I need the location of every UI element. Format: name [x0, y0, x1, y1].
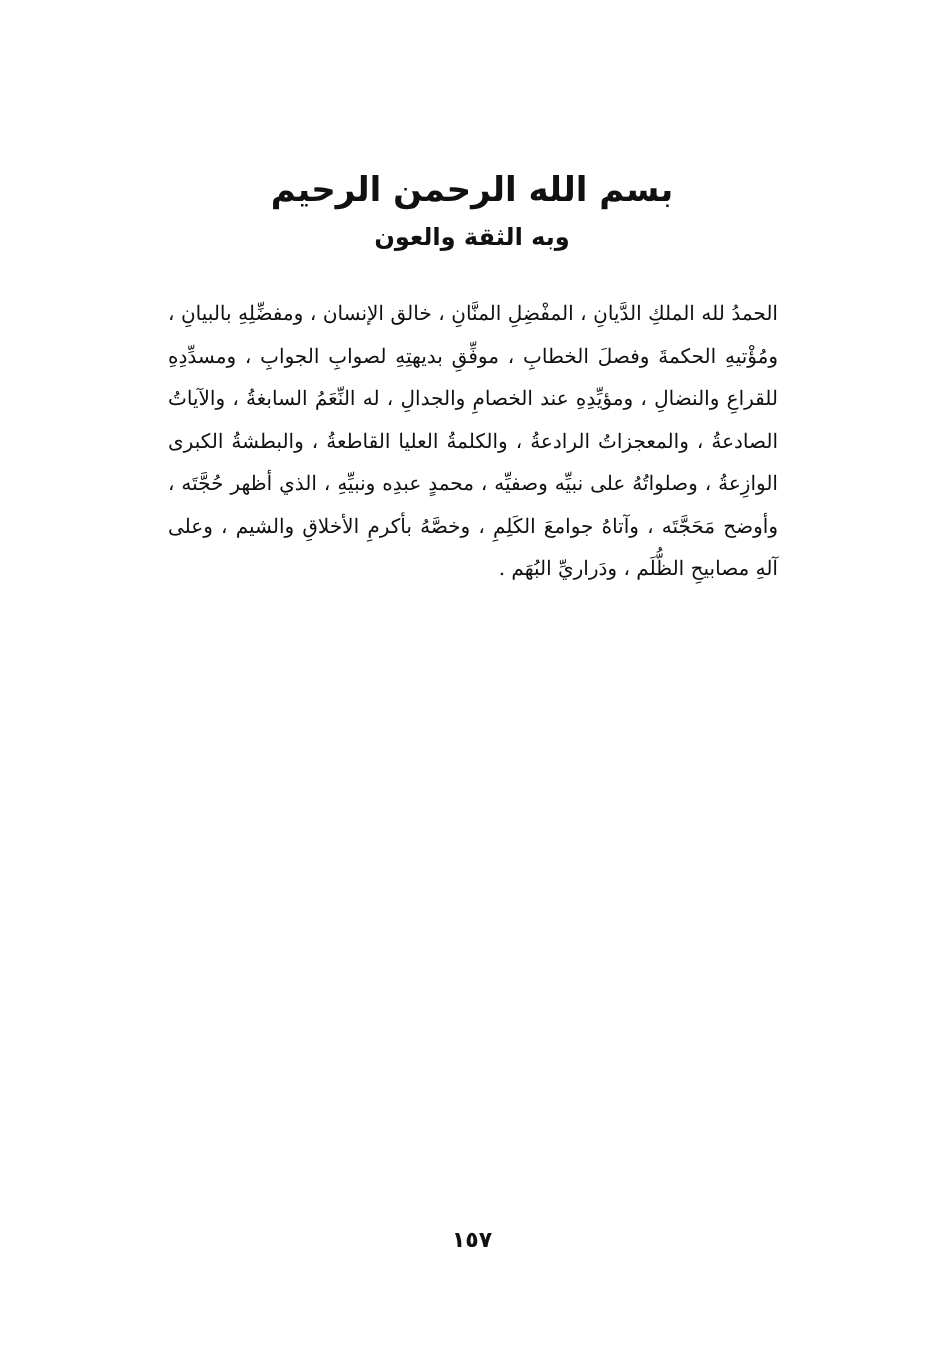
- subtitle-heading: وبه الثقة والعون: [374, 223, 570, 251]
- body-line-3: للقراعِ والنضالِ ، ومؤيِّدِهِ عند الخصامِ والجدالِ ، له النِّعَمُ السابغةُ ، والآياتُ: [168, 386, 778, 410]
- body-paragraph: [168, 292, 778, 590]
- body-line-1: الحمدُ لله الملكِ الدَّيانِ ، المفْضِلِ المنَّانِ ، خالق الإنسان ، ومفضِّلِهِ بالبيانِ ،: [168, 301, 778, 325]
- body-line-2: ومُؤْتيهِ الحكمةَ وفصلَ الخطابِ ، موفِّقِ بديهتِهِ لصوابِ الجوابِ ، ومسدِّدِهِ: [168, 343, 778, 368]
- body-line-7: آلهِ مصابيحِ الظُّلَم ، ودَراريِّ البُهَم .: [498, 556, 778, 580]
- body-line-5: الوازِعةُ ، وصلواتُهُ على نبيِّه وصفيِّه ، محمدٍ عبدِه ونبيِّهِ ، الذي أظهر حُجَّتَه ،: [168, 471, 778, 495]
- body-line-6: وأوضح مَحَجَّتَه ، وآتاهُ جوامعَ الكَلِمِ ، وخصَّهُ بأكرمِ الأخلاقِ والشيم ، وعلى: [168, 513, 778, 538]
- basmala-heading: بسم الله الرحمن الرحيم: [270, 170, 674, 210]
- body-line-4: الصادعةُ ، والمعجزاتُ الرادعةُ ، والكلمةُ العليا القاطعةُ ، والبطشةُ الكبرى: [168, 428, 778, 453]
- page-number: ١٥٧: [451, 1228, 493, 1253]
